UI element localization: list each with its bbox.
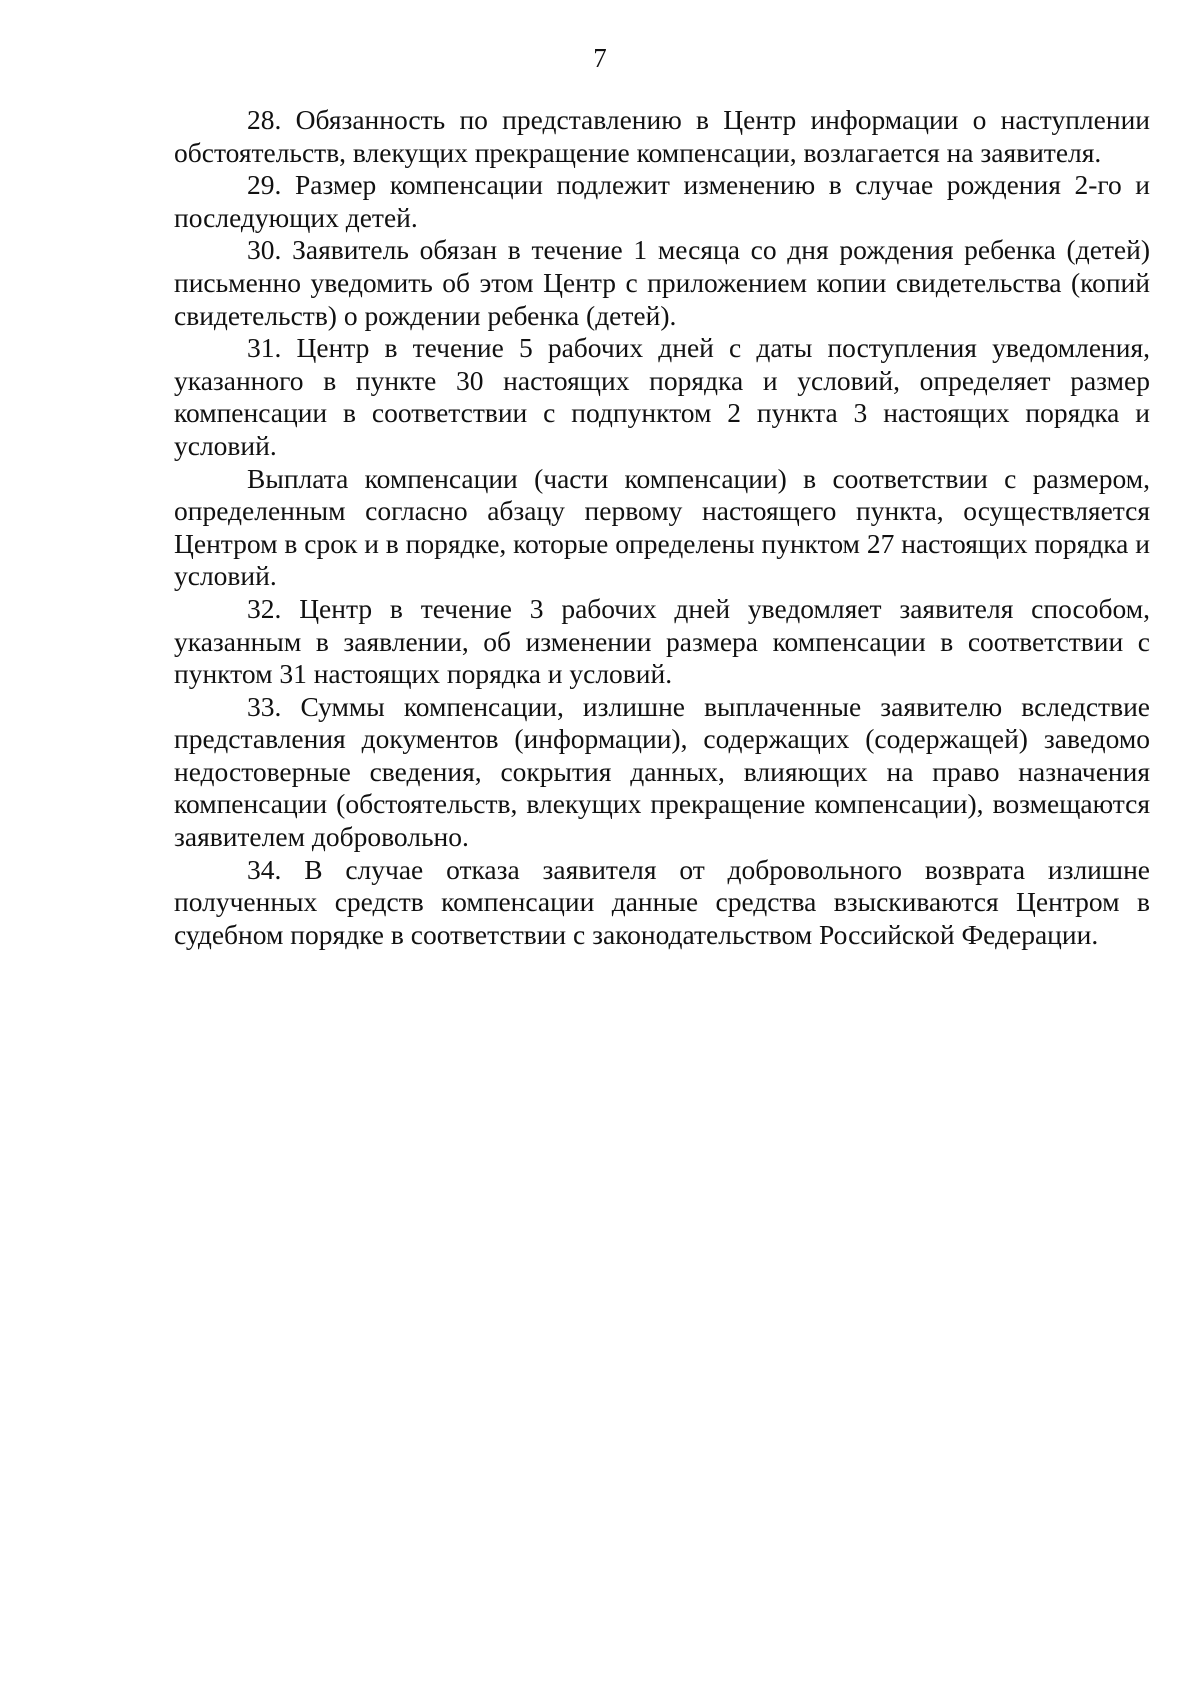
page-number: 7 <box>593 43 607 73</box>
paragraph-32: 32. Центр в течение 3 рабочих дней уведомляет заявителя способом, указанным в заявлении, об изменении размера компенсации в соответствии с пунктом 31 настоящих порядка и условий. <box>174 592 1150 690</box>
paragraph-34: 34. В случае отказа заявителя от добровольного возврата излишне полученных средств компенсации данные средства взыскиваются Центром в судебном порядке в соответствии с законодательством Российской Федерации. <box>174 853 1150 950</box>
paragraph-31: 31. Центр в течение 5 рабочих дней с даты поступления уведомления, указанного в пункте 30 настоящих порядка и условий, определяет размер компенсации в соответствии с подпунктом 2 пункта 3 настоящих порядка и условий. <box>174 332 1150 461</box>
document-body <box>174 104 1150 951</box>
paragraph-33: 33. Суммы компенсации, излишне выплаченные заявителю вследствие представления документов (информации), содержащих (содержащей) заведомо недостоверные сведения, сокрытия данных, влияющих на право назначения компенсации (обстоятельств, влекущих прекращение компенсации), возмещаются заявителем добровольно. <box>174 690 1150 853</box>
paragraph-30: 30. Заявитель обязан в течение 1 месяца со дня рождения ребенка (детей) письменно уведомить об этом Центр с приложением копии свидетельства (копий свидетельств) о рождении ребенка (детей). <box>174 234 1150 331</box>
paragraph-31-payment: Выплата компенсации (части компенсации) в соответствии с размером, определенным согласно абзацу первому настоящего пункта, осуществляется Центром в срок и в порядке, которые определены пунктом 27 настоящих порядка и условий. <box>174 462 1150 592</box>
paragraph-28: 28. Обязанность по представлению в Центр информации о наступлении обстоятельств, влекущих прекращение компенсации, возлагается на заявителя. <box>174 104 1150 168</box>
paragraph-29: 29. Размер компенсации подлежит изменению в случае рождения 2-го и последующих детей. <box>174 169 1150 233</box>
